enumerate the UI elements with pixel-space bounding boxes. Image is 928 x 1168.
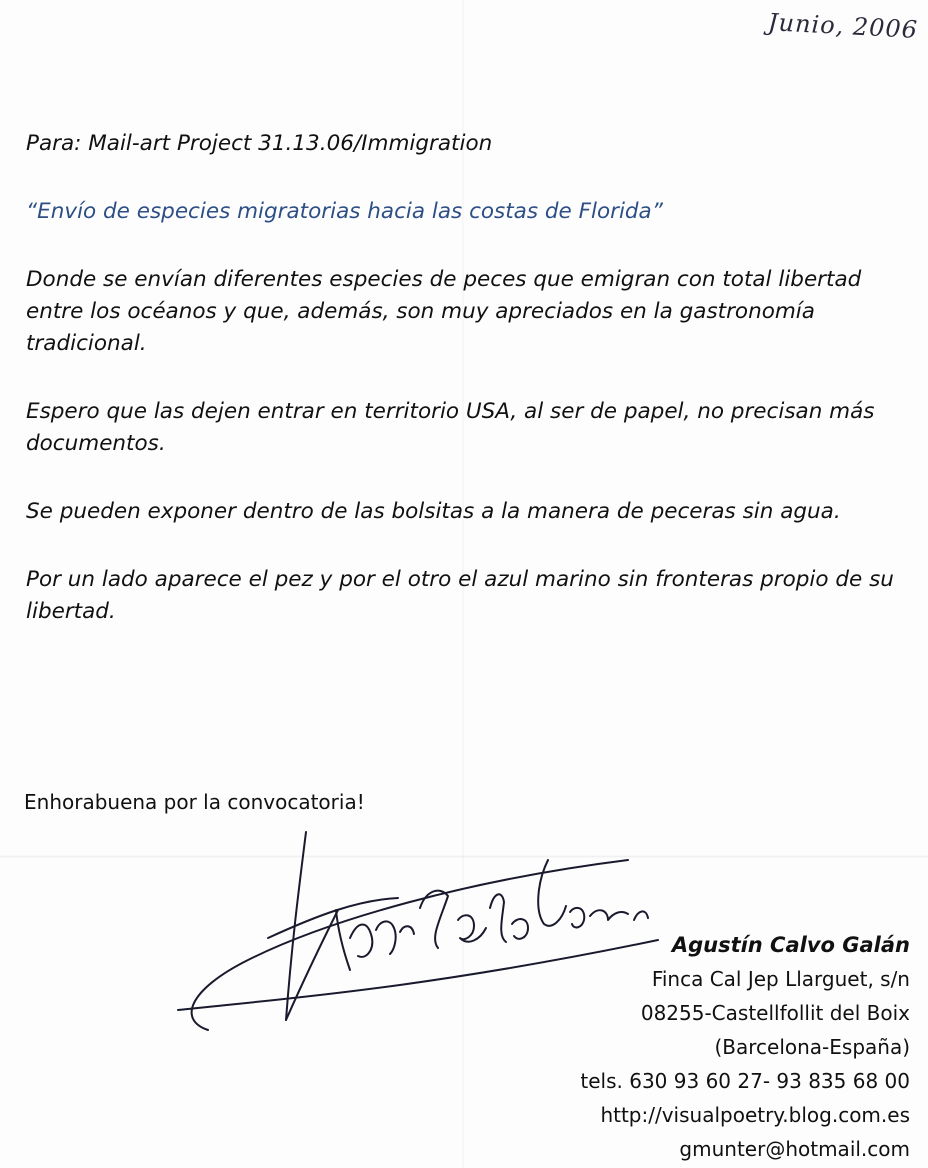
paragraph-4: Por un lado aparece el pez y por el otro el azul marino sin fronteras propio de su libertad. (26, 567, 894, 624)
paragraph-3: Se pueden exponer dentro de las bolsitas a la manera de peceras sin agua. (26, 499, 841, 524)
handwritten-date: Junio, 2006 (767, 8, 919, 44)
sender-name: Agustín Calvo Galán (671, 933, 910, 957)
letter-quote: “Envío de especies migratorias hacia las costas de Florida” (26, 199, 663, 224)
letter-body (26, 128, 906, 664)
paragraph-2: Espero que las dejen entrar en territorio USA, al ser de papel, no precisan más documentos. (26, 399, 875, 456)
closing-line: Enhorabuena por la convocatoria! (24, 790, 365, 814)
letter-heading: Para: Mail-art Project 31.13.06/Immigration (26, 131, 493, 156)
sender-region: (Barcelona-España) (714, 1035, 910, 1059)
sender-address (580, 928, 910, 1166)
paragraph-1: Donde se envían diferentes especies de peces que emigran con total libertad entre los océanos y que, además, son muy apreciados en la gastronomía tradicional. (26, 267, 862, 356)
sender-web: http://visualpoetry.blog.com.es (600, 1103, 910, 1127)
sender-street: Finca Cal Jep Llarguet, s/n (651, 967, 910, 991)
sender-city: 08255-Castellfollit del Boix (640, 1001, 910, 1025)
sender-email: gmunter@hotmail.com (679, 1137, 910, 1161)
sender-phones: tels. 630 93 60 27- 93 835 68 00 (580, 1069, 910, 1093)
